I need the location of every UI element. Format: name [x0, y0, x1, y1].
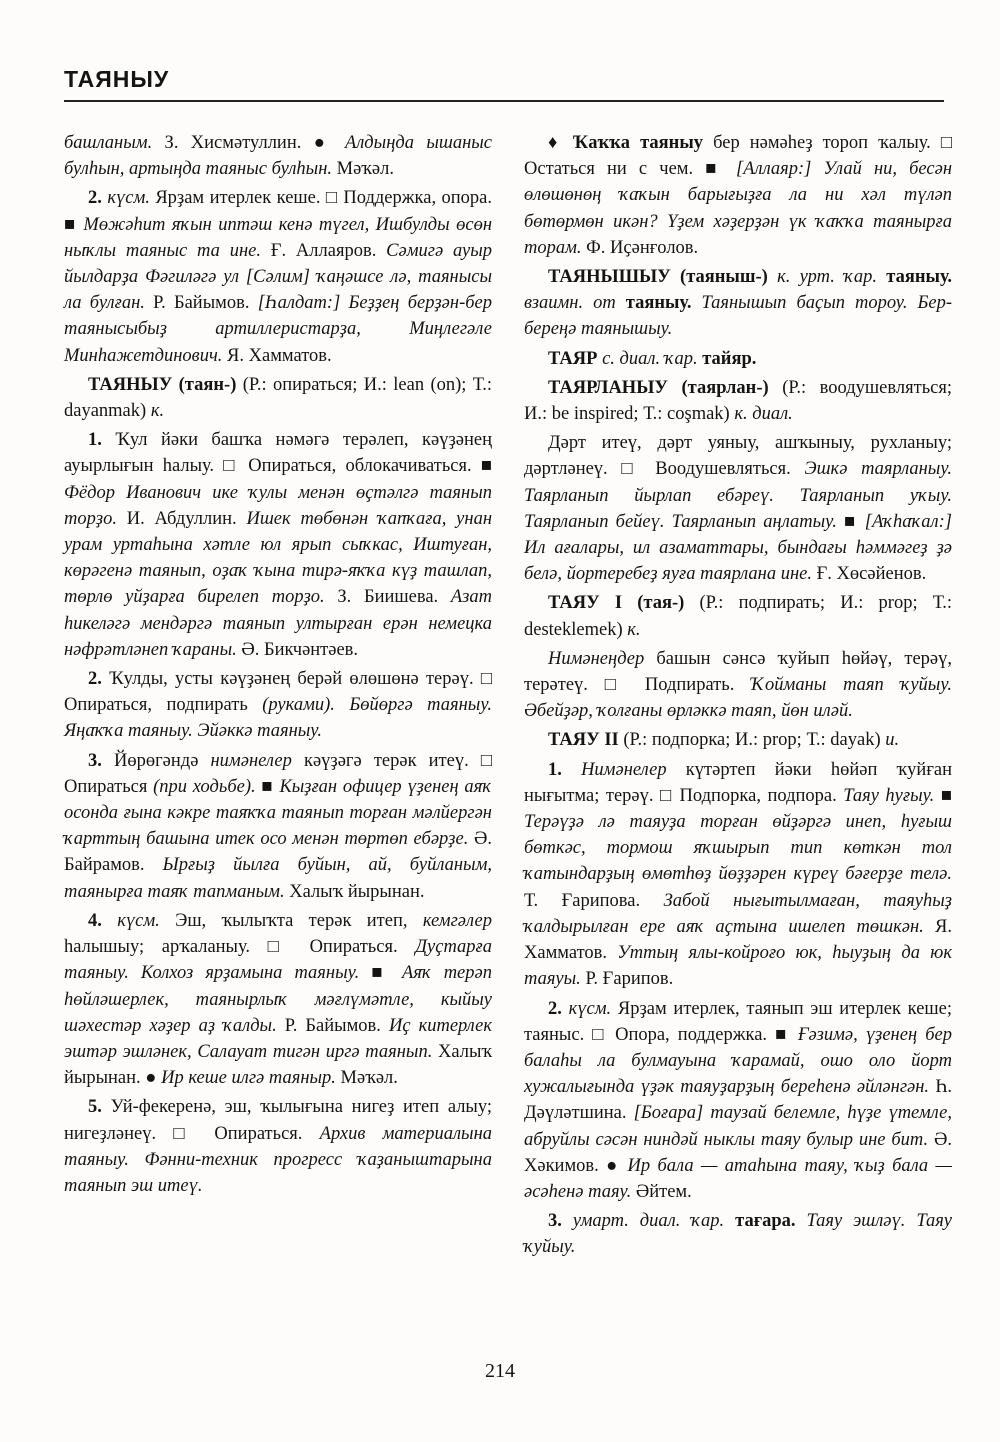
example-text: (при ходьбе).	[153, 776, 256, 797]
definition-text: кәүҙәгә терәк итеү. □ Опираться	[64, 750, 492, 797]
example-text: Нимәнеңдер	[548, 648, 645, 669]
definition-text: (Р.: воодушевляться; И.: be inspired; Т.: coşmak)	[524, 377, 952, 425]
definition-text: күтәртеп йәки һөйәп ҡуйған нығытма; терәү. □ Подпорка, подпора.	[524, 759, 953, 806]
dictionary-paragraph	[524, 757, 952, 993]
dictionary-paragraph	[524, 346, 952, 372]
example-text: Эшкә таярланыу. Таярланып йырлап ебәреү. Таярланып уҡыу. Таярланып бейеү. Таярланып аңлатыу.	[524, 459, 952, 532]
example-text: күсм.	[568, 998, 612, 1019]
example-text: Фёдор Иванович ике ҡулы менән өҫтәлгә таянып торҙо.	[64, 482, 492, 529]
definition-text: Т. Ғарипова.	[524, 890, 664, 911]
headword: ТАЯРЛАНЫУ (таярлан-)	[548, 377, 769, 398]
sense-marker: 1.	[88, 430, 102, 451]
definition-text: Халыҡ йырынан.	[64, 1041, 492, 1089]
definition-text	[768, 267, 777, 287]
dictionary-paragraph	[524, 1208, 952, 1260]
example-text: с. диал. ҡар.	[602, 348, 698, 369]
example-text: [Һалдат:] Беҙҙең берҙән-бер таянысыбыҙ артиллеристарҙа, Миңлегәле Минһажетдинович.	[64, 293, 492, 366]
example-text: к. диал.	[734, 404, 793, 425]
example-text: ● Ир кеше илгә таяныр.	[145, 1068, 336, 1089]
dictionary-paragraph	[64, 666, 492, 745]
definition-text: Р. Ғарипов.	[580, 969, 674, 990]
example-text: күсм.	[117, 910, 160, 931]
example-text: Архив материалына таяныу. Фәнни-техник прогресс ҡаҙаныштарына таянып эш итеү.	[64, 1123, 492, 1196]
definition-text: ■	[836, 511, 865, 532]
example-text: Таяу эшләү. Таяу ҡуйыу.	[524, 1211, 953, 1258]
definition-text: Ғ. Хөсәйенов.	[811, 564, 927, 585]
dictionary-paragraph	[524, 264, 952, 343]
definition-text: И. Абдуллин.	[116, 508, 247, 529]
definition-text: ■	[359, 963, 402, 984]
definition-text: З. Хисмәтуллин.	[152, 133, 314, 153]
example-text: ● Ир бала — атаһына таяу, ҡыҙ бала — әсәһенә таяу.	[524, 1155, 953, 1202]
dictionary-paragraph	[64, 748, 492, 905]
sense-marker: 1.	[548, 759, 562, 780]
dictionary-paragraph	[64, 1094, 492, 1199]
sense-marker: тағара.	[735, 1211, 796, 1232]
definition-text: Ҡул йәки башҡа нәмәгә терәлеп, кәүҙәнең ауырлығын һалыу. □ Опираться, облокачиваться. ■	[64, 430, 492, 477]
definition-text: Ә. Хәкимов.	[524, 1129, 952, 1176]
example-text: умарт. диал. ҡар.	[572, 1211, 725, 1232]
definition-text	[616, 293, 626, 313]
example-text: Ғәзимә, үҙенең бер балаһы ла булмауына ҡарамай, ошо оло йорт хужалығында үҙәк таяуҙарҙың береһенә әйләнгән.	[524, 1024, 953, 1098]
definition-text: Ҡулды, усты кәүҙәнең берәй өлөшөнә терәү. □ Опираться, подпирать	[64, 669, 492, 716]
headword: ТАЯУ I (тая-)	[548, 593, 685, 614]
example-text: башланым.	[64, 133, 153, 153]
definition-text: Эш, ҡылыҡта терәк итеп,	[159, 910, 423, 931]
example-text: Терәүҙә лә таяуҙа торған өйҙәргә инеп, һуғыш бөткәс, тормош яҡшырып тип көткән тол ҡатындарҙың өмөтһөҙ йөҙҙәрен күреү бәғерҙе телә.	[524, 812, 952, 885]
example-text: күсм.	[107, 188, 150, 209]
example-text: [Аҡһаҡал:] Ил ағалары, ил азаматтары, бындағы һәммәгеҙ ҙә белә, йортеребеҙ яуға таярлана ине.	[524, 511, 952, 585]
example-text: Уттың ялы-койроғо юк, һыуҙың да юк таяуы.	[524, 943, 952, 990]
header-rule	[64, 100, 944, 102]
example-text: Ишек төбөнән ҡапҡаға, унан урам уртаһына хәтле юл ярып сыҡкас, Иштуған, көрәгенә таянып, оҙаҡ ҡына тирә-яҡҡа күҙ ташлап, төрлө уйҙарға бирелеп торҙо.	[64, 508, 492, 608]
example-text: Забой нығытылмаған, таяуһыҙ ҡалдырылған ере аяҡ аҫтына ишелеп төшкән.	[524, 890, 952, 937]
definition-text: Йөрөгәндә	[101, 750, 211, 771]
sense-marker: 3.	[548, 1211, 562, 1232]
example-text: к. урт. ҡар.	[777, 267, 878, 288]
definition-text: Әйтем.	[631, 1181, 692, 1202]
definition-text	[562, 760, 581, 780]
page-number: 214	[485, 1360, 515, 1382]
right-column	[524, 130, 952, 1264]
definition-text	[562, 1211, 573, 1231]
definition-text: башын сәнсә ҡуйып һөйәү, терәү, терәтеү. □ Подпирать.	[524, 648, 952, 696]
definition-text: Һ. Дәүләтшина.	[524, 1077, 952, 1124]
definition-text: Ярҙам итерлек кеше. □ Поддержка, опора. ■	[64, 188, 493, 235]
definition-text: ■	[934, 785, 952, 806]
definition-text: бер нәмәһеҙ тороп ҡалыу. □ Остаться ни с чем. ■	[524, 133, 952, 180]
dictionary-paragraph	[64, 908, 492, 1091]
definition-text: Халыҡ йырынан.	[284, 881, 425, 902]
definition-text: (Р.: подпорка; И.: prop; Т.: dayak)	[618, 730, 886, 751]
definition-text: ■	[255, 776, 280, 797]
definition-text: Ярҙам итерлек, таянып эш итерлек кеше; таяныс. □ Опора, поддержка. ■	[524, 998, 952, 1045]
headword: ТАЯНЫШЫУ (таяныш-)	[548, 267, 768, 288]
example-text: Мөжәһит яҡын иптәш кенә түгел, Ишбулды өсөн ныҡлы таяныс та ине.	[64, 214, 492, 261]
definition-text: Ф. Иҫәнғолов.	[581, 237, 699, 258]
definition-text	[724, 1211, 735, 1231]
definition-text	[562, 999, 569, 1019]
sense-marker: 2.	[88, 188, 102, 209]
sense-marker: 4.	[88, 910, 102, 931]
definition-text	[796, 1211, 807, 1231]
example-text: ● Алдыңда ышаныс булһын, артыңда таяныс булһын.	[64, 133, 492, 180]
example-text: Нимәнелер	[581, 759, 667, 780]
example-text: к.	[150, 401, 165, 422]
example-text: Сәмигә ауыр йылдарҙа Фәгиләгә ул [Сәлим] ҡаңәшсе лә, таянысы ла булған.	[64, 240, 492, 314]
example-text: Ҡойманы таяп ҡуйыу. Әбейҙәр, ҡолғаны өрләккә таяп, йөн иләй.	[524, 675, 952, 722]
definition-text: Мәҡәл.	[335, 1068, 398, 1089]
example-text: к.	[627, 619, 641, 640]
example-text: [Боғара] таузай белемле, һүҙе үтемле, абруйлы сәсән ниндәй ныклы таяу булыр ине бит.	[524, 1103, 952, 1150]
example-text: Таяу һуғыу.	[843, 785, 935, 806]
definition-text: Ғ. Аллаяров.	[260, 240, 387, 261]
example-text: Дуҫтарға таяныу. Колхоз ярҙамына таяныу.	[64, 937, 492, 984]
dictionary-paragraph	[64, 372, 492, 424]
sense-marker: 5.	[88, 1097, 102, 1118]
example-text: Аяҡ терәп һөйләшерлек, таянырлыҡ мәғлүмәтле, кыйыу шәхестәр хәҙер аҙ ҡалды.	[64, 963, 492, 1036]
definition-text: Ә. Байрамов.	[64, 829, 492, 876]
example-text: [Аллаяр:] Улай ни, бесән өлөшөнөң ҡаҡын барығыҙға ла ни хәл түләп бөтөрмөн икән? Үҙем хәҙерҙән үк ҡаҡҡа таянырға торам.	[524, 159, 952, 258]
dictionary-paragraph	[64, 130, 492, 182]
dictionary-paragraph	[524, 375, 952, 427]
definition-text	[691, 293, 701, 313]
sense-marker: 2.	[548, 998, 562, 1019]
left-column	[64, 130, 492, 1202]
dictionary-paragraph	[524, 430, 952, 587]
definition-text: Р. Байымов.	[144, 293, 258, 314]
definition-text	[102, 911, 117, 931]
sense-marker: таяныу.	[886, 267, 952, 288]
dictionary-paragraph	[524, 590, 952, 642]
example-text: и.	[885, 730, 900, 751]
dictionary-paragraph	[524, 646, 952, 725]
running-head: ТАЯНЫУ	[64, 66, 170, 92]
example-text: Иҫ китерлек эштәр эшләнек, Салауат тигән иргә таянып.	[64, 1015, 492, 1062]
definition-text: Мәҡәл.	[332, 159, 394, 180]
dictionary-paragraph	[64, 185, 492, 368]
definition-text: (Р.: подпирать; И.: prop; Т.: desteklemek)	[524, 593, 952, 640]
dictionary-paragraph	[524, 130, 952, 261]
example-text: Таянышып баҫып тороу. Бер-береңә таянышыу.	[524, 293, 952, 340]
dictionary-paragraph	[524, 727, 952, 753]
definition-text: Дәрт итеү, дәрт уяныу, ашҡыныу, рухланыу; дәртләнеү. □ Воодушевляться.	[524, 433, 952, 480]
definition-text: Уй-фекеренә, эш, ҡылығына нигеҙ итеп алыу; нигеҙләнеү. □ Опираться.	[64, 1097, 492, 1144]
definition-text: һалышыу; арҡаланыу. □ Опираться.	[64, 937, 416, 958]
definition-text: (Р.: опираться; И.: lean (on); Т.: dayanmak)	[64, 374, 492, 422]
sense-marker: 2.	[88, 669, 102, 690]
example-text: кемгәлер	[422, 910, 493, 931]
example-text: взаимн. от	[524, 293, 616, 314]
dictionary-paragraph	[524, 996, 952, 1206]
headword: ТАЯНЫУ (таян-)	[88, 374, 237, 395]
example-text: Ырғыҙ йылға буйын, ай, буйланым, таянырға таяҡ тапманым.	[64, 855, 493, 902]
example-text: Азат һикеләгә мендәргә таянып ултырған ерән немецка нәфрәтләнеп ҡараны.	[64, 587, 492, 660]
definition-text: Я. Хамматов.	[524, 916, 952, 964]
sense-marker: ♦ Ҡаҡҡа таяныу	[548, 133, 704, 153]
definition-text: Р. Байымов.	[276, 1015, 389, 1036]
sense-marker: таяныу.	[625, 293, 692, 314]
definition-text: З. Биишева.	[324, 587, 451, 608]
headword: ТАЯР	[548, 348, 598, 369]
sense-marker: 3.	[88, 750, 102, 771]
sense-marker: тайяр.	[702, 348, 757, 369]
example-text: нимәнелер	[210, 750, 292, 771]
dictionary-paragraph	[64, 427, 492, 663]
definition-text: Ә. Бикчәнтәев.	[236, 639, 359, 660]
example-text: (руками). Бөйөргә таяныу. Яңаҡҡа таяныу. Эйәккә таяныу.	[64, 695, 492, 742]
definition-text: Я. Хамматов.	[222, 345, 332, 366]
definition-text	[877, 267, 886, 287]
example-text: Кыҙған офицер үҙенең аяҡ осонда ғына кәкре таяҡҡа таянып торған мәлйергән ҡарттың башына итек осо менән төртөп ебәрҙе.	[64, 776, 493, 850]
headword: ТАЯУ II	[548, 730, 619, 751]
